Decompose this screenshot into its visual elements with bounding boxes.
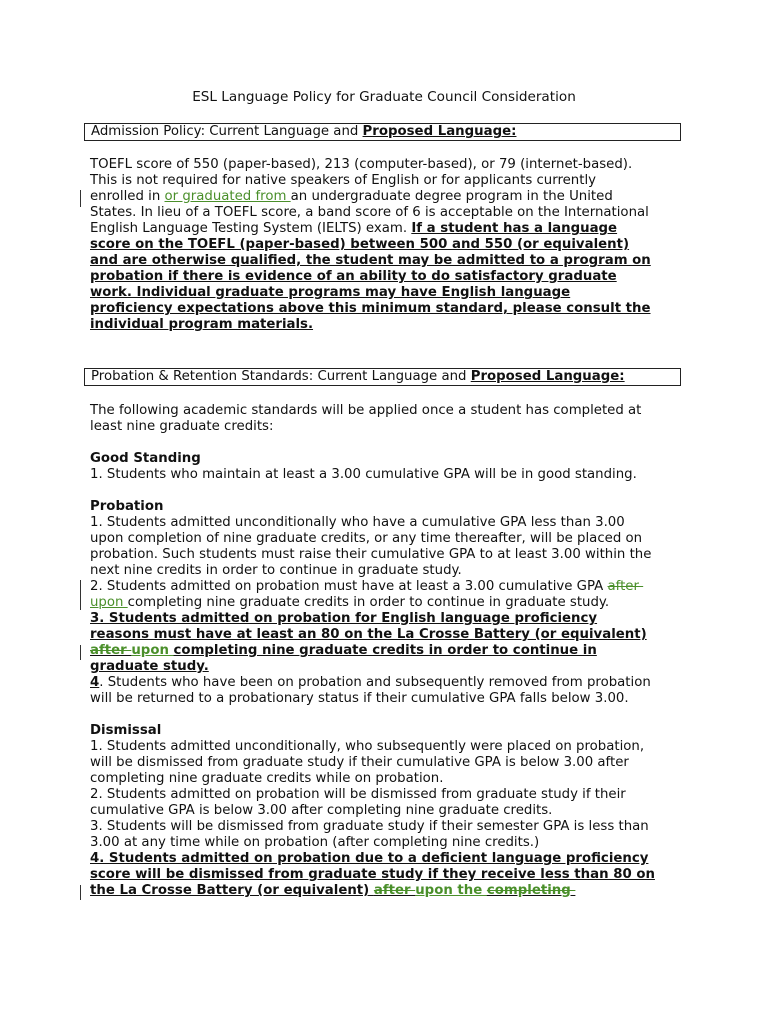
proposed-line: individual program materials. <box>90 317 314 332</box>
inserted-text: upon the <box>415 883 487 898</box>
text-run: 2. Students admitted on probation must have at least a 3.00 cumulative GPA <box>90 579 608 594</box>
admission-box-proposed: Proposed Language: <box>362 124 517 139</box>
text-run: completing nine graduate credits in order to continue in <box>173 643 597 658</box>
body-line: 1. Students admitted unconditionally who have a cumulative GPA less than 3.00 <box>90 515 625 530</box>
admission-line: States. In lieu of a TOEFL score, a band score of 6 is acceptable on the International <box>90 205 649 220</box>
good-standing-heading: Good Standing <box>90 451 201 466</box>
change-bar <box>80 190 81 207</box>
proposed-line: score on the TOEFL (paper-based) between 500 and 550 (or equivalent) <box>90 237 630 252</box>
admission-line <box>90 189 690 205</box>
text-run: an undergraduate degree program in the United <box>290 189 613 204</box>
blank-line <box>90 483 690 499</box>
dismissal-heading: Dismissal <box>90 723 162 738</box>
inserted-text: or graduated from <box>164 189 291 204</box>
proposed-line <box>90 643 690 659</box>
body-line: completing nine graduate credits while on probation. <box>90 771 444 786</box>
text-run: enrolled in <box>90 189 165 204</box>
body-line: 1. Students admitted unconditionally, who subsequently were placed on probation, <box>90 739 645 754</box>
body-line: least nine graduate credits: <box>90 419 274 434</box>
proposed-line: proficiency expectations above this minimum standard, please consult the <box>90 301 651 316</box>
proposed-line: 4. Students admitted on probation due to a deficient language proficiency <box>90 851 649 866</box>
body-line: 3.00 at any time while on probation (after completing nine credits.) <box>90 835 540 850</box>
blank-line <box>90 435 690 451</box>
body-line: 1. Students who maintain at least a 3.00 cumulative GPA will be in good standing. <box>90 467 637 482</box>
proposed-line: reasons must have at least an 80 on the La Crosse Battery (or equivalent) <box>90 627 647 642</box>
admission-policy-header-box <box>84 123 681 141</box>
probation-box-proposed: Proposed Language: <box>470 369 625 384</box>
proposed-text: If a student has a language <box>411 221 618 236</box>
body-line: 3. Students will be dismissed from graduate study if their semester GPA is less than <box>90 819 649 834</box>
proposed-line: graduate study. <box>90 659 209 674</box>
deleted-text: completing <box>486 883 576 898</box>
proposed-line: and are otherwise qualified, the student may be admitted to a program on <box>90 253 651 268</box>
proposed-line: score will be dismissed from graduate study if they receive less than 80 on <box>90 867 655 882</box>
body-line: cumulative GPA is below 3.00 after completing nine graduate credits. <box>90 803 553 818</box>
body-line <box>90 595 690 611</box>
admission-paragraph <box>90 157 690 333</box>
change-bar <box>80 580 81 610</box>
body-line: will be dismissed from graduate study if their cumulative GPA is below 3.00 after <box>90 755 629 770</box>
proposed-line <box>90 883 690 899</box>
body-line <box>90 675 690 691</box>
document-title: ESL Language Policy for Graduate Council Consideration <box>192 89 576 105</box>
body-line: probation. Such students must raise their cumulative GPA to at least 3.00 within the <box>90 547 652 562</box>
deleted-text: after <box>373 883 416 898</box>
item-number: 4 <box>90 675 100 690</box>
body-line: next nine credits in order to continue in graduate study. <box>90 563 462 578</box>
body-line: will be returned to a probationary status if their cumulative GPA falls below 3.00. <box>90 691 629 706</box>
blank-line <box>90 707 690 723</box>
admission-line: TOEFL score of 550 (paper-based), 213 (computer-based), or 79 (internet-based). <box>90 157 633 172</box>
deleted-text: after <box>90 643 132 658</box>
body-line: The following academic standards will be applied once a student has completed at <box>90 403 642 418</box>
text-run: completing nine graduate credits in order to continue in graduate study. <box>127 595 610 610</box>
proposed-line: probation if there is evidence of an ability to do satisfactory graduate <box>90 269 617 284</box>
admission-box-prefix: Admission Policy: Current Language and <box>91 124 363 139</box>
text-run: . Students who have been on probation and subsequently removed from probation <box>99 675 651 690</box>
admission-line <box>90 221 690 237</box>
change-bar <box>80 645 81 660</box>
proposed-line: work. Individual graduate programs may have English language <box>90 285 571 300</box>
proposed-line: 3. Students admitted on probation for English language proficiency <box>90 611 598 626</box>
body-line: upon completion of nine graduate credits, or any time thereafter, will be placed on <box>90 531 643 546</box>
change-bar <box>80 885 81 900</box>
admission-line: This is not required for native speakers of English or for applicants currently <box>90 173 597 188</box>
body-line: 2. Students admitted on probation will be dismissed from graduate study if their <box>90 787 626 802</box>
inserted-text: upon <box>90 595 128 610</box>
body-line <box>90 579 690 595</box>
deleted-text: after <box>607 579 644 594</box>
standards-body <box>90 403 690 899</box>
probation-header-box <box>84 368 681 386</box>
probation-box-prefix: Probation & Retention Standards: Current Language and <box>91 369 471 384</box>
text-run: the La Crosse Battery (or equivalent) <box>90 883 374 898</box>
text-run: English Language Testing System (IELTS) exam. <box>90 221 412 236</box>
probation-heading: Probation <box>90 499 164 514</box>
inserted-text: upon <box>131 643 174 658</box>
